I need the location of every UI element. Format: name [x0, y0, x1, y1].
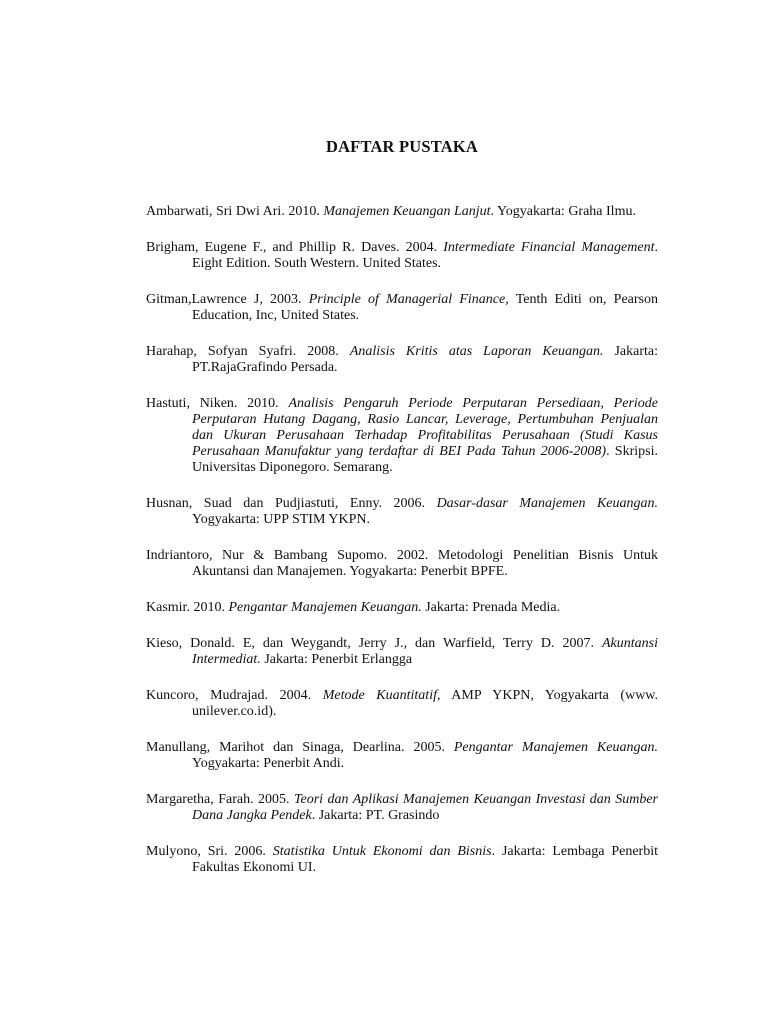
reference-text: Margaretha, Farah. 2005. — [146, 792, 294, 807]
reference-entry — [146, 740, 658, 772]
reference-entry — [146, 792, 658, 824]
reference-text: , Tenth Editi on, Pearson Education, Inc, United States. — [192, 292, 658, 323]
reference-text: . Jakarta: PT. Grasindo — [311, 808, 440, 823]
page-title: DAFTAR PUSTAKA — [325, 137, 479, 156]
reference-title: Akuntansi Intermediat. — [192, 636, 658, 667]
reference-text: Gitman,Lawrence J, 2003. — [146, 292, 309, 307]
reference-entry — [146, 548, 658, 580]
reference-title: Pengantar Manajemen Keuangan. — [228, 600, 422, 615]
reference-title: Principle of Managerial Finance — [308, 292, 506, 307]
reference-text: Indriantoro, Nur & Bambang Supomo. 2002. Metodologi Penelitian Bisnis Untuk Akuntansi dan Manajemen. Yogyakarta: Penerbit BPFE. — [146, 548, 658, 579]
reference-title: Analisis Kritis atas Laporan Keuangan. — [349, 344, 604, 359]
reference-text: Brigham, Eugene F., and Phillip R. Daves. 2004. — [146, 240, 444, 255]
reference-text: . Skripsi. Universitas Diponegoro. Semarang. — [192, 444, 658, 475]
reference-title: Manajemen Keuangan Lanjut — [323, 204, 491, 219]
reference-title: Dasar-dasar Manajemen Keuangan. — [436, 496, 658, 511]
reference-text: Manullang, Marihot dan Sinaga, Dearlina. 2005. — [146, 740, 454, 755]
reference-text: Husnan, Suad dan Pudjiastuti, Enny. 2006. — [146, 496, 437, 511]
reference-entry — [146, 292, 658, 324]
reference-entry — [146, 344, 658, 376]
reference-title: Analisis Pengaruh Periode Perputaran Persediaan, Periode Perputaran Hutang Dagang, Rasio Lancar, Leverage, Pertumbuhan Penjualan dan Ukuran Perusahaan Terhadap Profitabilitas Perusahaan (Studi Kasus Perusahaan Manufaktur yang terdaftar di BEI Pada Tahun 2006-2008) — [192, 396, 658, 459]
reference-text: . Jakarta: Lembaga Penerbit Fakultas Ekonomi UI. — [192, 844, 658, 875]
reference-text: Mulyono, Sri. 2006. — [146, 844, 273, 859]
reference-text: Kieso, Donald. E, dan Weygandt, Jerry J., dan Warfield, Terry D. 2007. — [146, 636, 602, 651]
reference-title: Statistika Untuk Ekonomi dan Bisnis — [272, 844, 492, 859]
reference-text: Jakarta: Prenada Media. — [421, 600, 561, 615]
reference-title: Pengantar Manajemen Keuangan. — [453, 740, 658, 755]
reference-entry — [146, 600, 658, 616]
reference-title: Metode Kuantitatif — [322, 688, 437, 703]
reference-text: Yogyakarta: UPP STIM YKPN. — [192, 512, 371, 527]
reference-text: Ambarwati, Sri Dwi Ari. 2010. — [146, 204, 324, 219]
reference-text: Hastuti, Niken. 2010. — [146, 396, 289, 411]
reference-text: Yogyakarta: Penerbit Andi. — [192, 756, 345, 771]
reference-title: Teori dan Aplikasi Manajemen Keuangan Investasi dan Sumber Dana Jangka Pendek — [192, 792, 659, 823]
reference-text: . Yogyakarta: Graha Ilmu. — [490, 204, 636, 219]
reference-entry — [146, 396, 658, 476]
reference-entry — [146, 636, 658, 668]
reference-list — [146, 204, 658, 896]
reference-entry — [146, 240, 658, 272]
reference-entry — [146, 204, 658, 220]
reference-text: Kasmir. 2010. — [146, 600, 229, 615]
reference-entry — [146, 496, 658, 528]
reference-text: Jakarta: PT.RajaGrafindo Persada. — [192, 344, 659, 375]
reference-text: , AMP YKPN, Yogyakarta (www. unilever.co.id). — [192, 688, 658, 719]
reference-entry — [146, 688, 658, 720]
reference-entry — [146, 844, 658, 876]
reference-text: . Eight Edition. South Western. United States. — [192, 240, 658, 271]
reference-text: Kuncoro, Mudrajad. 2004. — [146, 688, 323, 703]
reference-text: Jakarta: Penerbit Erlangga — [260, 652, 413, 667]
reference-text: Harahap, Sofyan Syafri. 2008. — [146, 344, 350, 359]
reference-title: Intermediate Financial Management — [443, 240, 655, 255]
